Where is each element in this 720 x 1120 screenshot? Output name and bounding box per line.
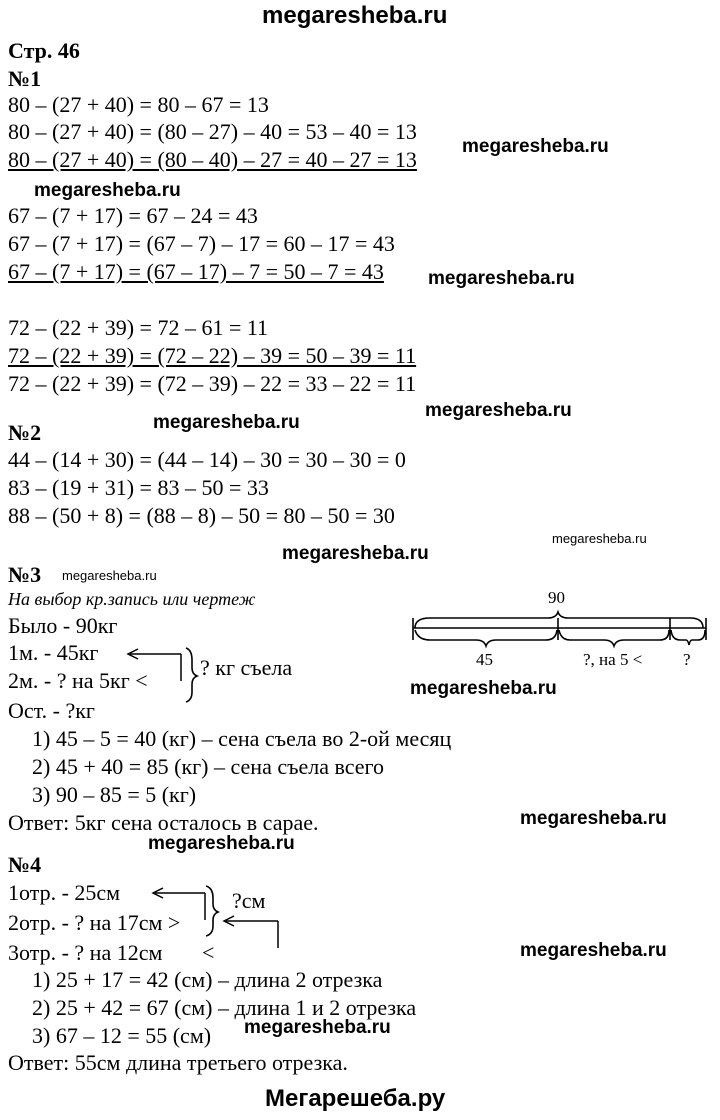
task1-line-4: 67 – (7 + 17) = 67 – 24 = 43 xyxy=(8,203,258,228)
watermark: megaresheba.ru xyxy=(462,136,609,157)
diagram-part1-label: 45 xyxy=(476,650,493,669)
watermark: megaresheba.ru xyxy=(62,568,157,583)
task4-step-2: 2) 25 + 42 = 67 (см) – длина 1 и 2 отрезка xyxy=(32,995,417,1020)
watermark: megaresheba.ru xyxy=(552,531,647,546)
task1-line-3: 80 – (27 + 40) = (80 – 40) – 27 = 40 – 27 = 13 xyxy=(8,147,417,172)
task1-line-9: 72 – (22 + 39) = (72 – 39) – 22 = 33 – 22 = 11 xyxy=(8,371,417,396)
task3-step-1: 1) 45 – 5 = 40 (кг) – сена съела во 2-ой месяц xyxy=(32,726,452,751)
task1-line-8: 72 – (22 + 39) = (72 – 22) – 39 = 50 – 39 = 11 xyxy=(8,343,417,368)
task3-step-2: 2) 45 + 40 = 85 (кг) – сена съела всего xyxy=(32,754,385,779)
watermark: megaresheba.ru xyxy=(425,400,572,421)
task1-line-6: 67 – (7 + 17) = (67 – 17) – 7 = 50 – 7 = 43 xyxy=(8,259,384,284)
task4-step-1: 1) 25 + 17 = 42 (см) – длина 2 отрезка xyxy=(32,967,383,992)
watermark: megaresheba.ru xyxy=(520,808,667,829)
watermark: megaresheba.ru xyxy=(153,412,300,433)
task4-title: №4 xyxy=(8,852,42,877)
task1-line-7: 72 – (22 + 39) = 72 – 61 = 11 xyxy=(8,315,269,340)
segment-diagram xyxy=(413,612,706,646)
task4-arrow-icon xyxy=(153,888,278,948)
task3-m2: 2м. - ? на 5кг < xyxy=(8,668,148,693)
task4-s3-sign: < xyxy=(202,940,215,965)
diagram-part2-label: ?, на 5 < xyxy=(583,650,643,669)
watermark: megaresheba.ru xyxy=(34,180,181,201)
task3-brace-question: ? кг съела xyxy=(200,655,293,680)
task3-step-3: 3) 90 – 85 = 5 (кг) xyxy=(32,782,197,807)
task4-brace-question: ?см xyxy=(232,888,266,913)
watermark: megaresheba.ru xyxy=(282,543,429,564)
task2-line-1: 44 – (14 + 30) = (44 – 14) – 30 = 30 – 30 = 0 xyxy=(8,447,406,472)
task4-s2: 2отр. - ? на 17см > xyxy=(8,910,181,935)
page-label: Стр. 46 xyxy=(8,38,80,63)
task3-arrow-icon xyxy=(128,649,181,681)
site-footer: Мегарешеба.ру xyxy=(265,1085,446,1112)
site-header: megaresheba.ru xyxy=(262,2,448,29)
task3-m1: 1м. - 45кг xyxy=(8,640,99,665)
task1-line-2: 80 – (27 + 40) = (80 – 27) – 40 = 53 – 40 = 13 xyxy=(8,119,417,144)
task4-step-3: 3) 67 – 12 = 55 (см) xyxy=(32,1023,212,1048)
task3-was: Было - 90кг xyxy=(8,613,118,638)
task4-s1: 1отр. - 25см xyxy=(8,880,121,905)
task1-line-1: 80 – (27 + 40) = 80 – 67 = 13 xyxy=(8,92,269,117)
task1-title: №1 xyxy=(8,66,42,91)
task3-title: №3 xyxy=(8,562,42,587)
diagram-part3-label: ? xyxy=(683,650,691,669)
task3-rest: Ост. - ?кг xyxy=(8,698,95,723)
task2-title: №2 xyxy=(8,420,42,445)
watermark: megaresheba.ru xyxy=(148,833,295,854)
diagram-total-label: 90 xyxy=(548,588,565,607)
task4-answer: Ответ: 55см длина третьего отрезка. xyxy=(8,1050,348,1075)
task4-brace xyxy=(206,886,218,936)
watermark: megaresheba.ru xyxy=(244,1017,391,1038)
task3-answer: Ответ: 5кг сена осталось в сарае. xyxy=(8,810,319,835)
task2-line-2: 83 – (19 + 31) = 83 – 50 = 33 xyxy=(8,475,269,500)
watermark: megaresheba.ru xyxy=(520,940,667,961)
task2-line-3: 88 – (50 + 8) = (88 – 8) – 50 = 80 – 50 = 30 xyxy=(8,503,395,528)
watermark: megaresheba.ru xyxy=(410,678,557,699)
task3-note: На выбор кр.запись или чертеж xyxy=(8,589,256,609)
task4-s3: 3отр. - ? на 12см xyxy=(8,940,163,965)
task1-line-5: 67 – (7 + 17) = (67 – 7) – 17 = 60 – 17 = 43 xyxy=(8,231,395,256)
watermark: megaresheba.ru xyxy=(428,268,575,289)
task3-brace xyxy=(186,648,197,702)
